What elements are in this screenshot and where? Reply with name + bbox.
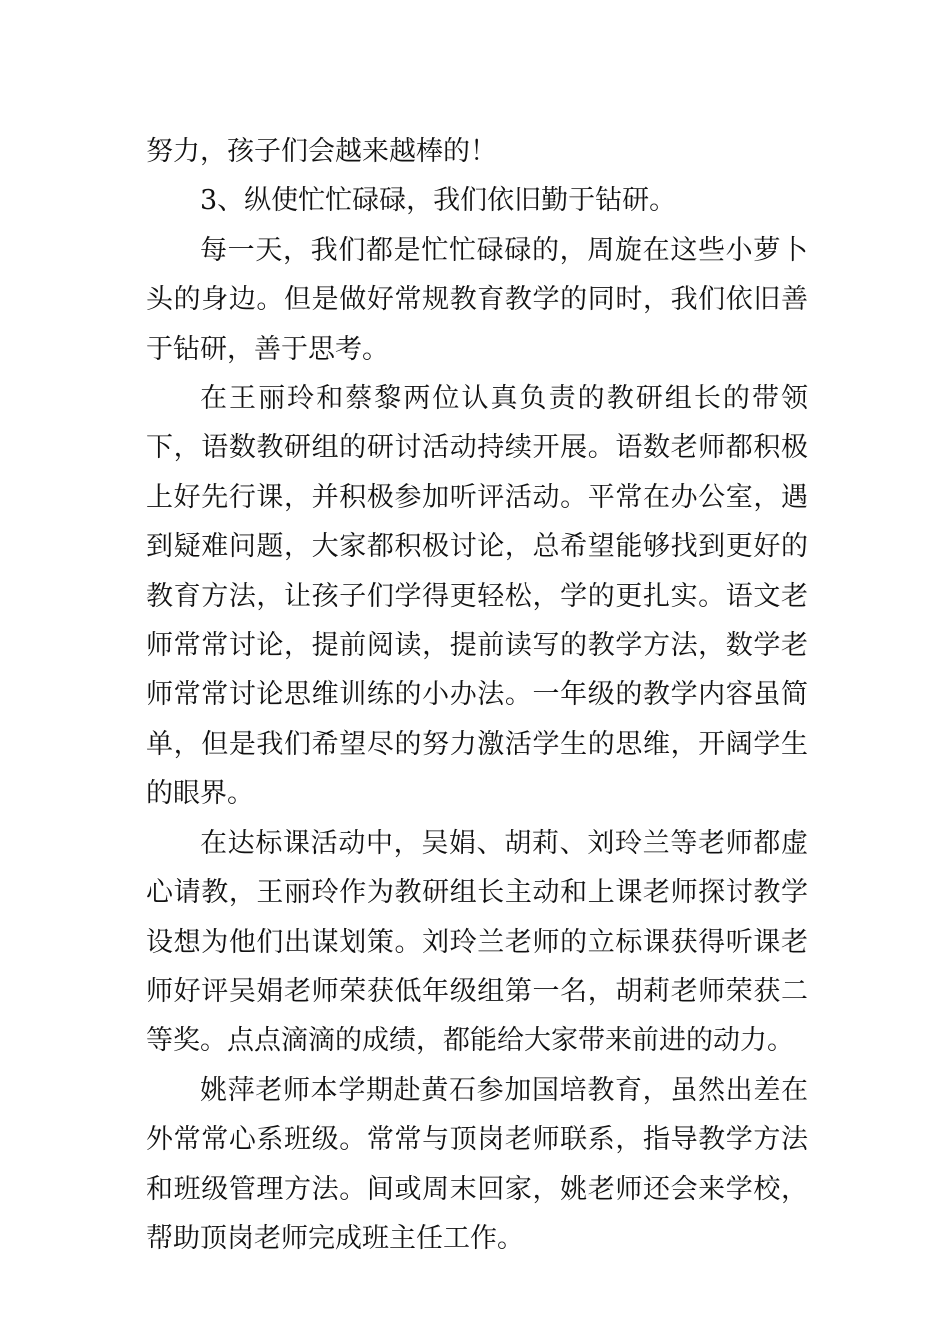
paragraph: 每一天，我们都是忙忙碌碌的，周旋在这些小萝卜头的身边。但是做好常规教育教学的同时，我们依旧善于钻研，善于思考。 bbox=[146, 234, 808, 365]
document-body bbox=[146, 127, 808, 1263]
paragraph: 在达标课活动中，吴娟、胡莉、刘玲兰等老师都虚心请教，王丽玲作为教研组长主动和上课老师探讨教学设想为他们出谋划策。刘玲兰老师的立标课获得听课老师好评吴娟老师荣获低年级组第一名，胡莉老师荣获二等奖。点点滴滴的成绩，都能给大家带来前进的动力。 bbox=[146, 827, 808, 1057]
paragraph: 姚萍老师本学期赴黄石参加国培教育，虽然出差在外常常心系班级。常常与顶岗老师联系，指导教学方法和班级管理方法。间或周末回家，姚老师还会来学校，帮助顶岗老师完成班主任工作。 bbox=[146, 1074, 808, 1254]
paragraph: 在王丽玲和蔡黎两位认真负责的教研组长的带领下，语数教研组的研讨活动持续开展。语数老师都积极上好先行课，并积极参加听评活动。平常在办公室，遇到疑难问题，大家都积极讨论，总希望能够找到更好的教育方法，让孩子们学得更轻松，学的更扎实。语文老师常常讨论，提前阅读，提前读写的教学方法，数学老师常常讨论思维训练的小办法。一年级的教学内容虽简单，但是我们希望尽的努力激活学生的思维，开阔学生的眼界。 bbox=[146, 383, 808, 810]
paragraph-section-heading: 3、纵使忙忙碌碌，我们依旧勤于钻研。 bbox=[200, 185, 677, 217]
paragraph-continuation: 努力，孩子们会越来越棒的！ bbox=[146, 136, 497, 167]
